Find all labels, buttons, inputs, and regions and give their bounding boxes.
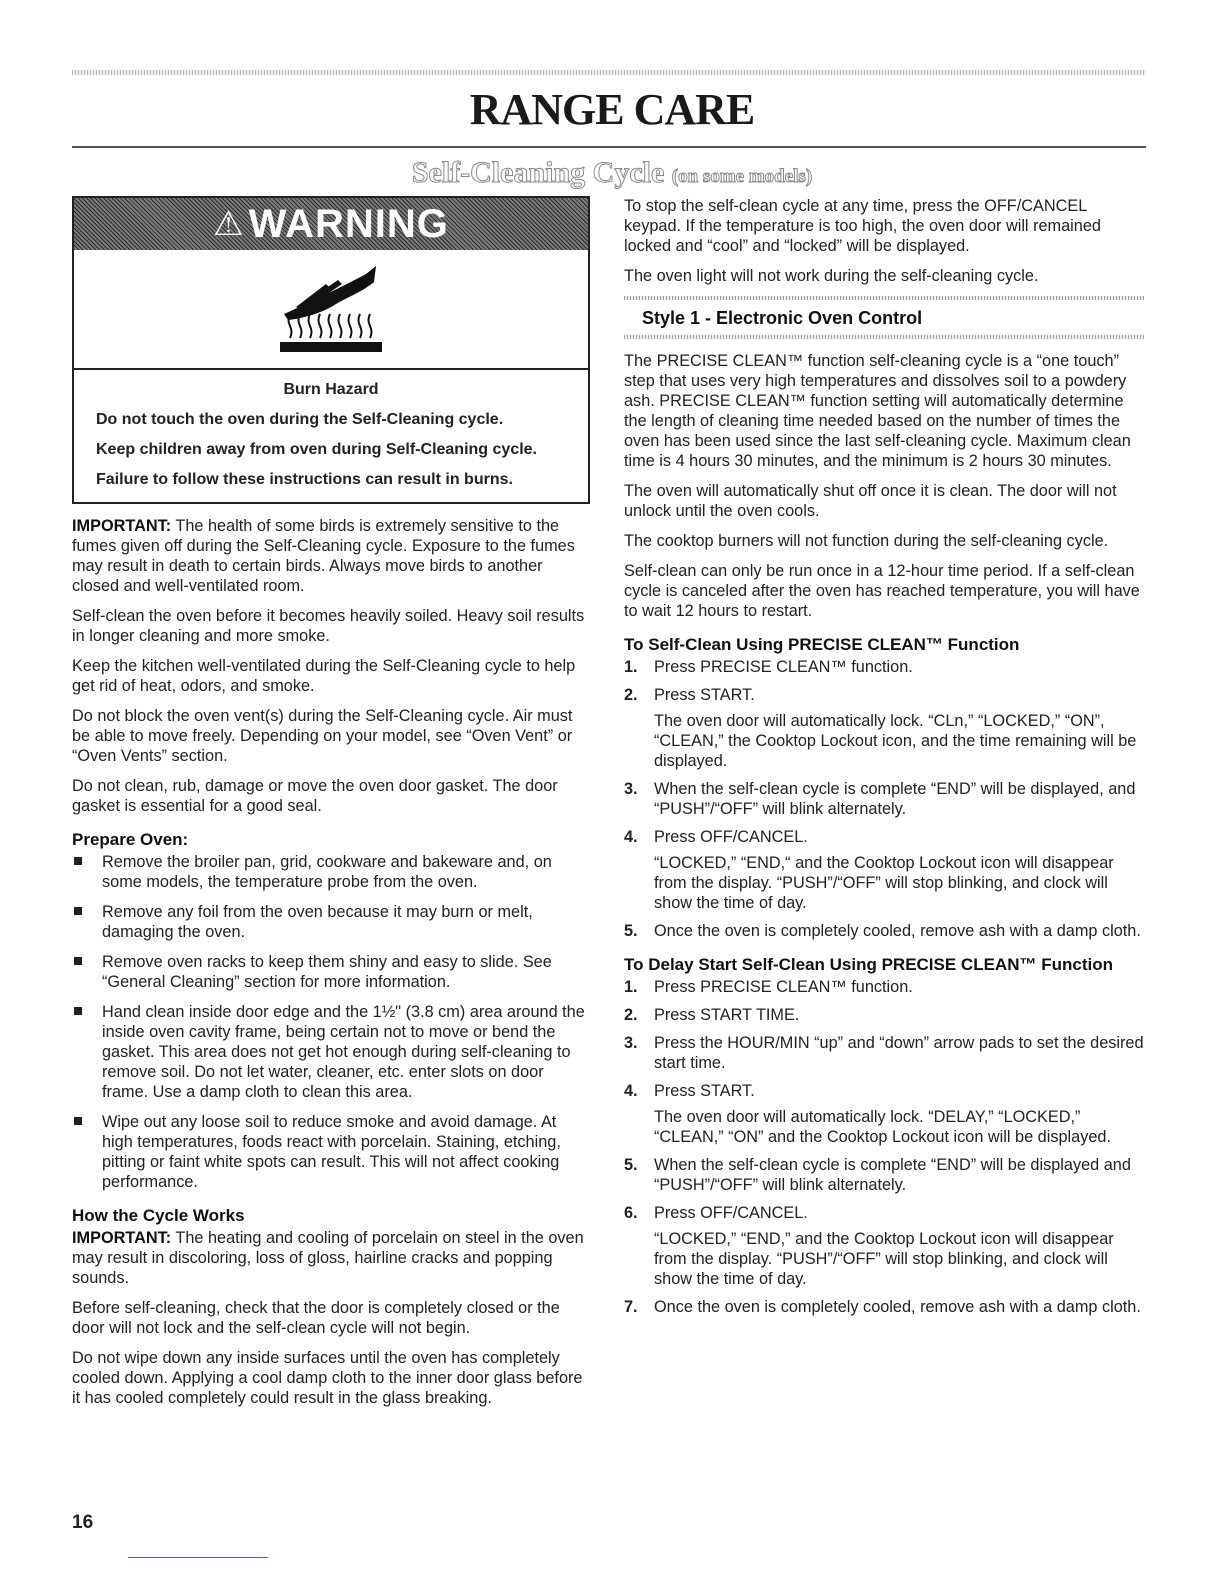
style-heading-box	[624, 296, 1144, 339]
warning-triangle-icon: ⚠	[213, 205, 245, 243]
step-text: Press START.	[654, 686, 755, 704]
prepare-oven-heading: Prepare Oven:	[72, 830, 189, 849]
right-column	[624, 196, 1144, 1325]
cycle-important-text: The heating and cooling of porcelain on steel in the oven may result in discoloring, loss of gloss, hairline cracks and popping sounds.	[72, 1229, 584, 1287]
step-number: 1.	[624, 978, 638, 996]
step-number: 4.	[624, 1082, 638, 1100]
delay-start-steps	[624, 977, 1144, 1317]
important-paragraph	[72, 516, 590, 596]
title-divider	[72, 146, 1146, 148]
step-number: 1.	[624, 658, 638, 676]
important-text: The health of some birds is extremely sensitive to the fumes given off during the Self-Cleaning cycle. Exposure to the fumes may result in death to certain birds. Always move birds to another closed and well-ventilated room.	[72, 517, 575, 595]
list-item: Hand clean inside door edge and the 1½" (3.8 cm) area around the inside oven cavity frame, being certain not to move or bend the gasket. This area does not get hot enough during self-cleaning to remove soil. Do not let water, cleaner, etc. enter slots on door frame. Use a damp cloth to clean this area.	[72, 1002, 590, 1102]
step-item	[624, 1297, 1144, 1317]
paragraph: To stop the self-clean cycle at any time, press the OFF/CANCEL keypad. If the temperature is too high, the oven door will remained locked and “cool” and “locked” will be displayed.	[624, 197, 1101, 255]
step-item	[624, 657, 1144, 677]
step-number: 4.	[624, 828, 638, 846]
page-title: RANGE CARE	[469, 85, 755, 134]
warning-box	[72, 196, 590, 504]
step-number: 5.	[624, 922, 638, 940]
paragraph: The cooktop burners will not function during the self-cleaning cycle.	[624, 532, 1109, 550]
step-item	[624, 1203, 1144, 1289]
step-note: “LOCKED,” “END,” and the Cooktop Lockout icon will disappear from the display. “PUSH”/“OFF” will stop blinking, and clock will show the time of day.	[654, 1230, 1114, 1288]
paragraph: The PRECISE CLEAN™ function self-cleaning cycle is a “one touch” step that uses very high temperatures and dissolves soil to a powdery ash. PRECISE CLEAN™ function setting will automatically determine the length of cleaning time needed based on the number of times the oven has been used since the last self-cleaning cycle. Maximum clean time is 4 hours 30 minutes, and the minimum is 2 hours 30 minutes.	[624, 352, 1131, 470]
prepare-oven-list	[72, 852, 590, 1192]
step-text: Press START.	[654, 1082, 755, 1100]
step-number: 5.	[624, 1156, 638, 1174]
warning-text	[74, 370, 588, 502]
warning-line: Keep children away from oven during Self-Cleaning cycle.	[96, 441, 537, 458]
paragraph: Do not clean, rub, damage or move the oven door gasket. The door gasket is essential for a good seal.	[72, 777, 558, 815]
important-label: IMPORTANT:	[72, 517, 172, 535]
warning-line: Do not touch the oven during the Self-Cleaning cycle.	[96, 411, 504, 428]
cycle-important-paragraph	[72, 1228, 590, 1288]
step-number: 7.	[624, 1298, 638, 1316]
top-decorative-rule	[72, 70, 1146, 75]
paragraph: Self-clean the oven before it becomes heavily soiled. Heavy soil results in longer cleaning and more smoke.	[72, 607, 585, 645]
step-number: 2.	[624, 1006, 638, 1024]
step-text: Press OFF/CANCEL.	[654, 1204, 808, 1222]
step-note: The oven door will automatically lock. “CLn,” “LOCKED,” “ON”, “CLEAN,” the Cooktop Lockout icon, and the time remaining will be displayed.	[654, 712, 1137, 770]
warning-header	[74, 198, 588, 250]
step-number: 3.	[624, 780, 638, 798]
step-item	[624, 1081, 1144, 1147]
list-item: Remove oven racks to keep them shiny and easy to slide. See “General Cleaning” section for more information.	[72, 952, 590, 992]
paragraph: Do not block the oven vent(s) during the Self-Cleaning cycle. Air must be able to move freely. Depending on your model, see “Oven Vent” or “Oven Vents” section.	[72, 707, 573, 765]
step-item	[624, 977, 1144, 997]
self-clean-heading: To Self-Clean Using PRECISE CLEAN™ Function	[624, 635, 1020, 654]
warning-line: Failure to follow these instructions can result in burns.	[96, 471, 513, 488]
step-item	[624, 1005, 1144, 1025]
step-item	[624, 1033, 1144, 1073]
step-number: 2.	[624, 686, 638, 704]
step-note: “LOCKED,” “END,“ and the Cooktop Lockout icon will disappear from the display. “PUSH”/“OFF” will stop blinking, and clock will show the time of day.	[654, 854, 1114, 912]
step-note: The oven door will automatically lock. “DELAY,” “LOCKED,” “CLEAN,” “ON” and the Cooktop Lockout icon will be displayed.	[654, 1108, 1111, 1146]
paragraph: The oven light will not work during the self-cleaning cycle.	[624, 267, 1039, 285]
delay-start-heading: To Delay Start Self-Clean Using PRECISE CLEAN™ Function	[624, 955, 1113, 974]
self-clean-steps	[624, 657, 1144, 941]
paragraph: Do not wipe down any inside surfaces until the oven has completely cooled down. Applying a cool damp cloth to the inner door glass before it has cooled completely could result in the glass breaking.	[72, 1349, 583, 1407]
warning-hazard: Burn Hazard	[283, 381, 379, 398]
footer-link-line	[128, 1557, 268, 1558]
step-text: Press the HOUR/MIN “up” and “down” arrow pads to set the desired start time.	[654, 1034, 1144, 1072]
step-item	[624, 921, 1144, 941]
style-title: Style 1 - Electronic Oven Control	[642, 308, 923, 328]
warning-header-label: WARNING	[248, 202, 449, 246]
page-number: 16	[72, 1512, 94, 1533]
step-text: Once the oven is completely cooled, remove ash with a damp cloth.	[654, 1298, 1141, 1316]
left-column	[72, 196, 590, 1418]
paragraph: The oven will automatically shut off once it is clean. The door will not unlock until the oven cools.	[624, 482, 1117, 520]
step-text: Press OFF/CANCEL.	[654, 828, 808, 846]
paragraph: Self-clean can only be run once in a 12-hour time period. If a self-clean cycle is canceled after the oven has reached temperature, you will have to wait 12 hours to restart.	[624, 562, 1140, 620]
step-item	[624, 1155, 1144, 1195]
section-title	[0, 156, 1224, 190]
step-number: 3.	[624, 1034, 638, 1052]
hot-surface-hand-icon	[266, 262, 396, 362]
step-number: 6.	[624, 1204, 638, 1222]
step-text: Once the oven is completely cooled, remove ash with a damp cloth.	[654, 922, 1141, 940]
section-title-text: Self-Cleaning Cycle	[411, 156, 665, 189]
step-item	[624, 827, 1144, 913]
list-item: Remove the broiler pan, grid, cookware and bakeware and, on some models, the temperature probe from the oven.	[72, 852, 590, 892]
step-text: Press START TIME.	[654, 1006, 800, 1024]
list-item: Wipe out any loose soil to reduce smoke and avoid damage. At high temperatures, foods react with porcelain. Staining, etching, pitting or faint white spots can result. This will not affect cooking performance.	[72, 1112, 590, 1192]
step-text: Press PRECISE CLEAN™ function.	[654, 658, 913, 676]
step-item	[624, 685, 1144, 771]
cycle-works-heading: How the Cycle Works	[72, 1206, 245, 1225]
warning-pictogram	[74, 256, 588, 370]
step-text: When the self-clean cycle is complete “END” will be displayed, and “PUSH”/“OFF” will blink alternately.	[654, 780, 1136, 818]
step-text: Press PRECISE CLEAN™ function.	[654, 978, 913, 996]
important-label: IMPORTANT:	[72, 1229, 172, 1247]
list-item: Remove any foil from the oven because it may burn or melt, damaging the oven.	[72, 902, 590, 942]
step-text: When the self-clean cycle is complete “END” will be displayed and “PUSH”/“OFF” will blink alternately.	[654, 1156, 1131, 1194]
paragraph: Keep the kitchen well-ventilated during the Self-Cleaning cycle to help get rid of heat, odors, and smoke.	[72, 657, 576, 695]
section-subtitle: (on some models)	[671, 166, 813, 187]
step-item	[624, 779, 1144, 819]
paragraph: Before self-cleaning, check that the door is completely closed or the door will not lock and the self-clean cycle will not begin.	[72, 1299, 560, 1337]
